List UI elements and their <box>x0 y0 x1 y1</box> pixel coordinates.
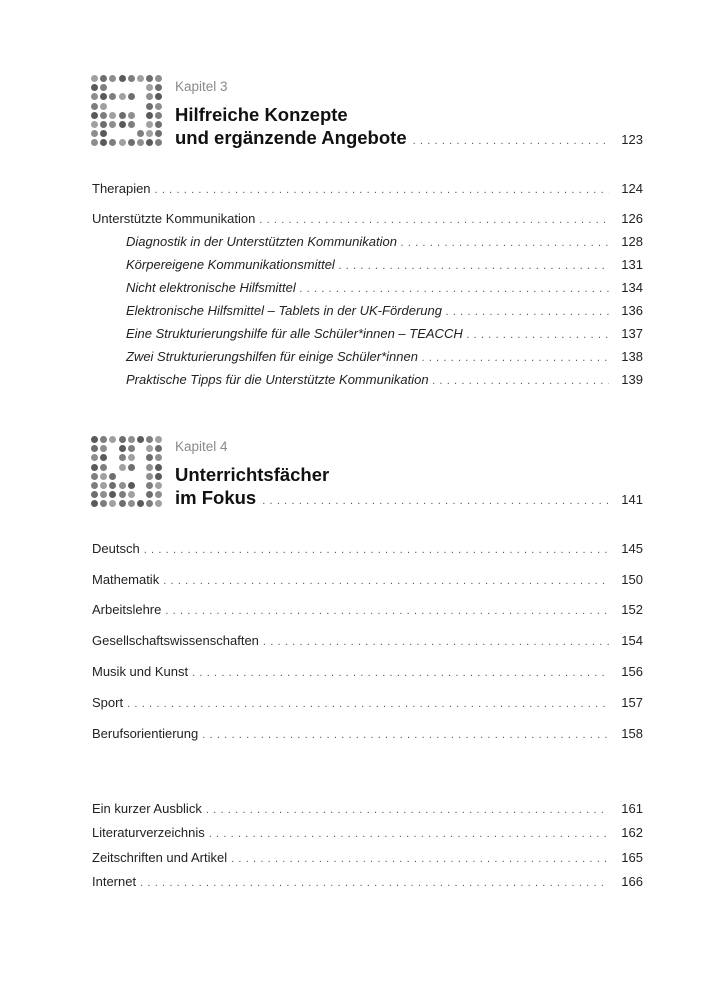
grid-dot <box>146 130 153 137</box>
grid-dot <box>146 482 153 489</box>
entry-label: Literaturverzeichnis <box>92 825 205 840</box>
grid-dot <box>128 454 135 461</box>
dot-leader <box>163 575 609 587</box>
page-number: 154 <box>621 633 643 648</box>
page-number: 156 <box>621 664 643 679</box>
toc-entry[interactable] <box>126 234 643 252</box>
toc-entry[interactable] <box>92 181 643 199</box>
entry-label: Internet <box>92 874 137 889</box>
page-number: 137 <box>621 326 643 341</box>
grid-dot <box>100 445 107 452</box>
grid-dot <box>91 130 98 137</box>
page-number: 165 <box>621 850 643 865</box>
grid-dot <box>146 121 153 128</box>
toc-chapter-entry[interactable] <box>175 127 643 149</box>
toc-entry[interactable] <box>126 372 643 390</box>
grid-dot <box>146 473 153 480</box>
grid-dot <box>155 84 162 91</box>
dot-leader <box>202 729 609 741</box>
grid-dot <box>146 139 153 146</box>
entry-label: Nicht elektronische Hilfsmittel <box>126 280 296 295</box>
entry-label: Gesellschaftswissenschaften <box>92 633 259 648</box>
grid-dot <box>109 75 116 82</box>
grid-dot <box>91 121 98 128</box>
grid-dot <box>119 464 126 471</box>
grid-dot <box>119 139 126 146</box>
grid-dot <box>146 84 153 91</box>
grid-dot <box>128 112 135 119</box>
dot-leader <box>413 135 609 147</box>
grid-dot <box>155 139 162 146</box>
toc-entry[interactable] <box>92 726 643 744</box>
chapter-title: Hilfreiche Konzepte <box>175 104 348 125</box>
grid-dot <box>100 93 107 100</box>
grid-dot <box>137 500 144 507</box>
grid-dot <box>128 500 135 507</box>
toc-entry[interactable] <box>126 257 643 275</box>
grid-dot <box>100 436 107 443</box>
grid-dot <box>100 121 107 128</box>
toc-entry[interactable] <box>92 850 643 868</box>
grid-dot <box>100 84 107 91</box>
grid-dot <box>100 482 107 489</box>
grid-dot <box>91 482 98 489</box>
dot-leader <box>401 237 609 249</box>
dot-leader <box>206 804 609 816</box>
grid-dot <box>146 75 153 82</box>
entry-label: Unterstützte Kommunikation <box>92 211 256 226</box>
page-number: 128 <box>621 234 643 249</box>
grid-dot <box>155 112 162 119</box>
chapter-label: Kapitel 4 <box>175 439 228 454</box>
entry-label: Sport <box>92 695 124 710</box>
grid-dot <box>155 500 162 507</box>
entry-label: Ein kurzer Ausblick <box>92 801 202 816</box>
grid-dot <box>119 482 126 489</box>
toc-entry[interactable] <box>92 541 643 559</box>
grid-dot <box>155 445 162 452</box>
grid-dot <box>100 139 107 146</box>
grid-dot <box>109 121 116 128</box>
toc-entry[interactable] <box>126 303 643 321</box>
entry-label: Eine Strukturierungshilfe für alle Schüler*innen – TEACCH <box>126 326 463 341</box>
toc-entry[interactable] <box>126 280 643 298</box>
dot-leader <box>263 636 609 648</box>
grid-dot <box>128 121 135 128</box>
toc-entry[interactable] <box>92 211 643 229</box>
dot-leader <box>165 605 609 617</box>
grid-dot <box>146 500 153 507</box>
page-number: 131 <box>621 257 643 272</box>
entry-label: Körpereigene Kommunikationsmittel <box>126 257 335 272</box>
page-number: 139 <box>621 372 643 387</box>
grid-dot <box>128 491 135 498</box>
grid-dot <box>119 75 126 82</box>
dot-leader <box>422 352 609 364</box>
toc-entry[interactable] <box>92 801 643 819</box>
dot-leader <box>339 260 609 272</box>
grid-dot <box>100 454 107 461</box>
grid-dot <box>109 436 116 443</box>
grid-dot <box>119 121 126 128</box>
entry-label: Diagnostik in der Unterstützten Kommunikation <box>126 234 397 249</box>
grid-dot <box>137 436 144 443</box>
grid-dot <box>146 103 153 110</box>
grid-dot <box>155 93 162 100</box>
grid-dot <box>91 112 98 119</box>
page-number: 134 <box>621 280 643 295</box>
grid-dot <box>155 454 162 461</box>
chapter-title-line2: und ergänzende Angebote <box>175 127 407 148</box>
grid-dot <box>109 482 116 489</box>
grid-dot <box>91 473 98 480</box>
grid-dot <box>146 436 153 443</box>
grid-dot <box>155 436 162 443</box>
dot-leader <box>140 877 609 889</box>
toc-entry[interactable] <box>126 326 643 344</box>
grid-dot <box>100 473 107 480</box>
grid-dot <box>119 112 126 119</box>
grid-dot <box>91 84 98 91</box>
dot-leader <box>144 544 609 556</box>
page-number: 138 <box>621 349 643 364</box>
toc-entry[interactable] <box>92 874 643 892</box>
page-number: 162 <box>621 825 643 840</box>
grid-dot <box>137 75 144 82</box>
toc-entry[interactable] <box>92 664 643 682</box>
entry-label: Berufsorientierung <box>92 726 199 741</box>
page-number: 145 <box>621 541 643 556</box>
chapter-4-dot-grid-icon <box>91 436 163 508</box>
grid-dot <box>91 500 98 507</box>
grid-dot <box>109 139 116 146</box>
grid-dot <box>146 454 153 461</box>
grid-dot <box>155 491 162 498</box>
grid-dot <box>100 464 107 471</box>
grid-dot <box>146 491 153 498</box>
dot-leader <box>209 828 609 840</box>
grid-dot <box>128 93 135 100</box>
entry-label: Arbeitslehre <box>92 602 162 617</box>
entry-label: Therapien <box>92 181 151 196</box>
grid-dot <box>109 112 116 119</box>
dot-leader <box>259 214 609 226</box>
grid-dot <box>91 436 98 443</box>
entry-label: Elektronische Hilfsmittel – Tablets in der UK-Förderung <box>126 303 442 318</box>
chapter-title: Unterrichtsfächer <box>175 464 330 485</box>
page-number: 161 <box>621 801 643 816</box>
chapter-title-line2: im Fokus <box>175 487 257 508</box>
grid-dot <box>128 445 135 452</box>
grid-dot <box>128 482 135 489</box>
grid-dot <box>137 130 144 137</box>
grid-dot <box>119 500 126 507</box>
grid-dot <box>91 445 98 452</box>
grid-dot <box>128 75 135 82</box>
chapter-3-dot-grid-icon <box>91 75 163 147</box>
page-number: 124 <box>621 181 643 196</box>
entry-label: Zeitschriften und Artikel <box>92 850 228 865</box>
grid-dot <box>128 139 135 146</box>
grid-dot <box>91 491 98 498</box>
grid-dot <box>100 75 107 82</box>
toc-chapter-entry[interactable] <box>175 487 643 509</box>
grid-dot <box>128 436 135 443</box>
grid-dot <box>146 464 153 471</box>
grid-dot <box>91 103 98 110</box>
grid-dot <box>91 139 98 146</box>
grid-dot <box>119 436 126 443</box>
page-number: 123 <box>621 132 643 147</box>
page-number: 126 <box>621 211 643 226</box>
grid-dot <box>109 500 116 507</box>
dot-leader <box>433 375 609 387</box>
entry-label: Musik und Kunst <box>92 664 189 679</box>
dot-leader <box>446 306 609 318</box>
grid-dot <box>119 445 126 452</box>
grid-dot <box>119 93 126 100</box>
toc-entry[interactable] <box>92 602 643 620</box>
grid-dot <box>155 103 162 110</box>
dot-leader <box>262 495 609 507</box>
grid-dot <box>119 454 126 461</box>
dot-leader <box>467 329 609 341</box>
toc-entry[interactable] <box>92 695 643 713</box>
entry-label: Praktische Tipps für die Unterstützte Kommunikation <box>126 372 429 387</box>
page-number: 150 <box>621 572 643 587</box>
grid-dot <box>146 93 153 100</box>
grid-dot <box>91 93 98 100</box>
dot-leader <box>231 853 609 865</box>
grid-dot <box>155 121 162 128</box>
grid-dot <box>109 93 116 100</box>
dot-leader <box>192 667 609 679</box>
dot-leader <box>127 698 609 710</box>
grid-dot <box>146 112 153 119</box>
chapter-label: Kapitel 3 <box>175 79 228 94</box>
grid-dot <box>128 464 135 471</box>
grid-dot <box>100 130 107 137</box>
grid-dot <box>100 500 107 507</box>
page-number: 141 <box>621 492 643 507</box>
toc-entry[interactable] <box>126 349 643 367</box>
entry-label: Deutsch <box>92 541 140 556</box>
page-number: 152 <box>621 602 643 617</box>
grid-dot <box>155 482 162 489</box>
grid-dot <box>91 75 98 82</box>
dot-leader <box>155 184 609 196</box>
grid-dot <box>146 445 153 452</box>
grid-dot <box>155 130 162 137</box>
grid-dot <box>155 473 162 480</box>
toc-entry[interactable] <box>92 633 643 651</box>
grid-dot <box>91 454 98 461</box>
toc-entry[interactable] <box>92 572 643 590</box>
grid-dot <box>91 464 98 471</box>
entry-label: Zwei Strukturierungshilfen für einige Schüler*innen <box>126 349 418 364</box>
grid-dot <box>137 139 144 146</box>
grid-dot <box>155 464 162 471</box>
grid-dot <box>155 75 162 82</box>
grid-dot <box>109 473 116 480</box>
grid-dot <box>100 103 107 110</box>
page-number: 157 <box>621 695 643 710</box>
toc-entry[interactable] <box>92 825 643 843</box>
page-number: 158 <box>621 726 643 741</box>
grid-dot <box>100 491 107 498</box>
entry-label: Mathematik <box>92 572 160 587</box>
page-number: 136 <box>621 303 643 318</box>
grid-dot <box>100 112 107 119</box>
page-number: 166 <box>621 874 643 889</box>
dot-leader <box>300 283 609 295</box>
grid-dot <box>109 491 116 498</box>
grid-dot <box>119 491 126 498</box>
